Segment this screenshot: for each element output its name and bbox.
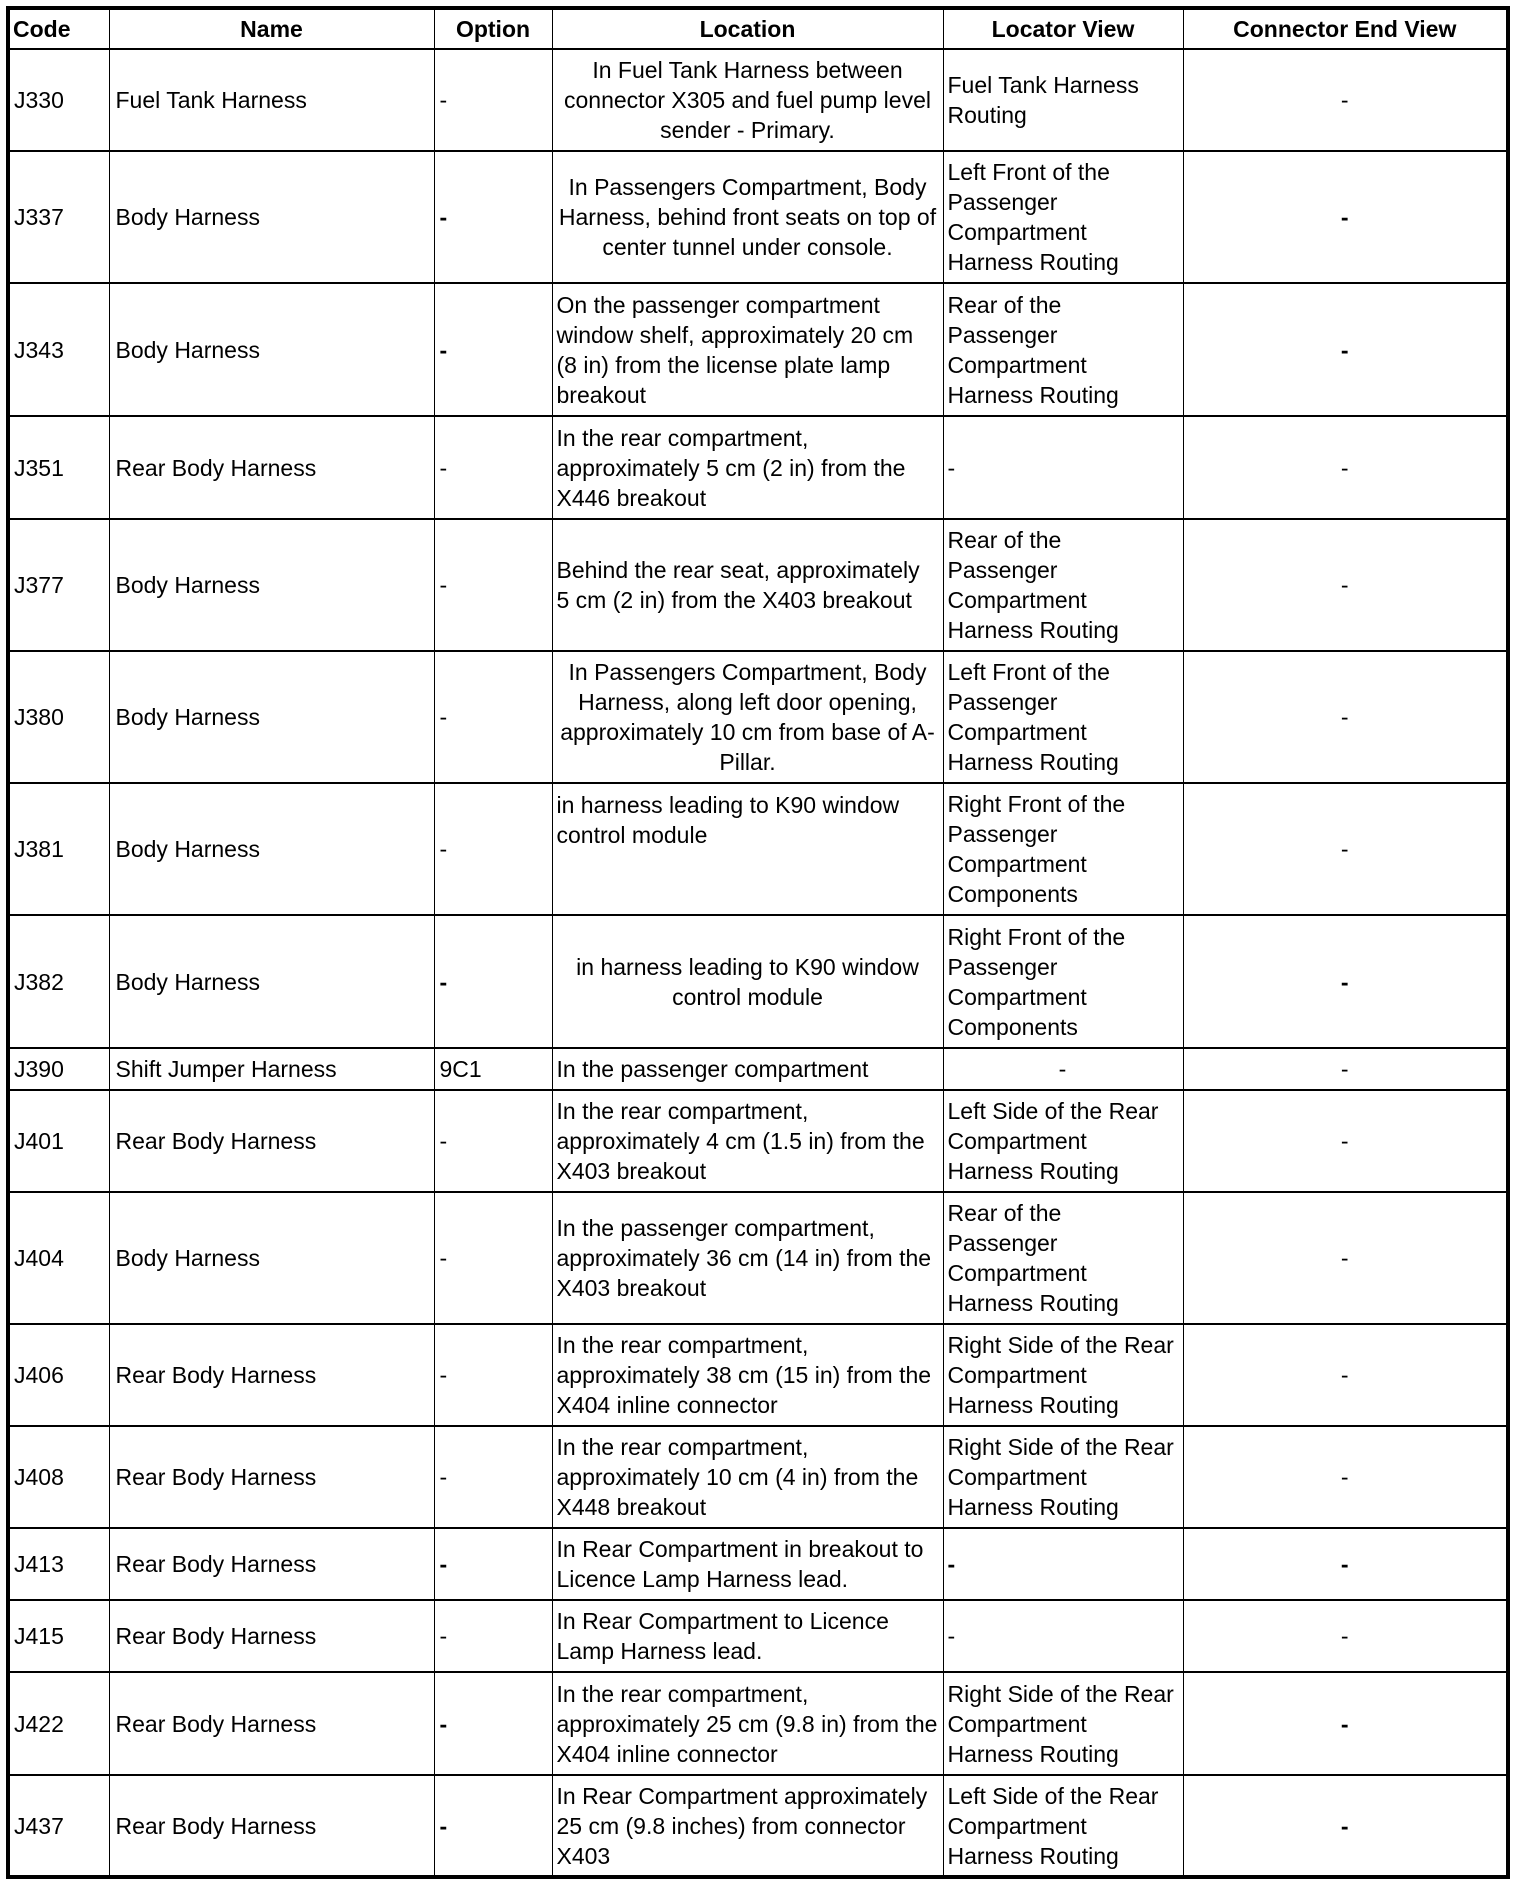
cell-location: In Fuel Tank Harness between connector X305 and fuel pump level sender - Primary. xyxy=(552,49,943,151)
cell-location: In the rear compartment, approximately 4 cm (1.5 in) from the X403 breakout xyxy=(552,1090,943,1192)
cell-connector-end-view: - xyxy=(1183,49,1508,151)
cell-name: Body Harness xyxy=(109,519,434,651)
cell-location: In Passengers Compartment, Body Harness, along left door opening, approximately 10 cm from base of A-Pillar. xyxy=(552,651,943,783)
cell-location: In Passengers Compartment, Body Harness, behind front seats on top of center tunnel under console. xyxy=(552,151,943,283)
table-row xyxy=(8,283,1508,416)
cell-code: J408 xyxy=(8,1426,109,1528)
cell-name: Rear Body Harness xyxy=(109,1672,434,1775)
cell-connector-end-view: - xyxy=(1183,1048,1508,1090)
cell-location: in harness leading to K90 window control module xyxy=(552,915,943,1048)
cell-locator-view: Left Side of the Rear Compartment Harness Routing xyxy=(943,1090,1183,1192)
cell-location: In the rear compartment, approximately 5 cm (2 in) from the X446 breakout xyxy=(552,416,943,519)
table-row xyxy=(8,1192,1508,1324)
cell-name: Fuel Tank Harness xyxy=(109,49,434,151)
table-row xyxy=(8,1324,1508,1426)
cell-locator-view: - xyxy=(943,416,1183,519)
cell-connector-end-view: - xyxy=(1183,519,1508,651)
cell-code: J401 xyxy=(8,1090,109,1192)
cell-code: J380 xyxy=(8,651,109,783)
cell-option: - xyxy=(434,151,552,283)
cell-name: Body Harness xyxy=(109,283,434,416)
cell-connector-end-view: - xyxy=(1183,1426,1508,1528)
cell-locator-view: - xyxy=(943,1528,1183,1600)
cell-connector-end-view: - xyxy=(1183,1192,1508,1324)
cell-code: J330 xyxy=(8,49,109,151)
cell-locator-view: Rear of the Passenger Compartment Harness Routing xyxy=(943,283,1183,416)
cell-code: J343 xyxy=(8,283,109,416)
cell-option: - xyxy=(434,1528,552,1600)
cell-connector-end-view: - xyxy=(1183,416,1508,519)
cell-code: J404 xyxy=(8,1192,109,1324)
cell-name: Rear Body Harness xyxy=(109,416,434,519)
table-row xyxy=(8,1672,1508,1775)
table-row xyxy=(8,49,1508,151)
cell-option: - xyxy=(434,1192,552,1324)
cell-locator-view: Right Side of the Rear Compartment Harness Routing xyxy=(943,1324,1183,1426)
table-row xyxy=(8,519,1508,651)
cell-connector-end-view: - xyxy=(1183,1528,1508,1600)
cell-option: - xyxy=(434,1672,552,1775)
cell-connector-end-view: - xyxy=(1183,1324,1508,1426)
cell-connector-end-view: - xyxy=(1183,651,1508,783)
cell-code: J406 xyxy=(8,1324,109,1426)
cell-name: Rear Body Harness xyxy=(109,1090,434,1192)
cell-name: Body Harness xyxy=(109,783,434,915)
cell-location: In the rear compartment, approximately 25 cm (9.8 in) from the X404 inline connector xyxy=(552,1672,943,1775)
cell-locator-view: Right Side of the Rear Compartment Harness Routing xyxy=(943,1672,1183,1775)
cell-option: - xyxy=(434,1426,552,1528)
table-row xyxy=(8,1528,1508,1600)
cell-connector-end-view: - xyxy=(1183,915,1508,1048)
cell-option: - xyxy=(434,1600,552,1672)
cell-connector-end-view: - xyxy=(1183,151,1508,283)
cell-name: Body Harness xyxy=(109,151,434,283)
cell-location: in harness leading to K90 window control module xyxy=(552,783,943,915)
cell-option: - xyxy=(434,49,552,151)
cell-name: Body Harness xyxy=(109,915,434,1048)
cell-locator-view: Right Front of the Passenger Compartment Components xyxy=(943,783,1183,915)
table-row xyxy=(8,1048,1508,1090)
cell-option: - xyxy=(434,519,552,651)
table-row xyxy=(8,1600,1508,1672)
cell-code: J413 xyxy=(8,1528,109,1600)
cell-location: In the passenger compartment xyxy=(552,1048,943,1090)
cell-code: J422 xyxy=(8,1672,109,1775)
cell-option: - xyxy=(434,1324,552,1426)
cell-name: Body Harness xyxy=(109,651,434,783)
cell-code: J337 xyxy=(8,151,109,283)
table-row xyxy=(8,1090,1508,1192)
cell-location: In the rear compartment, approximately 38 cm (15 in) from the X404 inline connector xyxy=(552,1324,943,1426)
cell-locator-view: Left Side of the Rear Compartment Harness Routing xyxy=(943,1775,1183,1877)
cell-name: Rear Body Harness xyxy=(109,1600,434,1672)
cell-location: In Rear Compartment in breakout to Licence Lamp Harness lead. xyxy=(552,1528,943,1600)
cell-name: Rear Body Harness xyxy=(109,1528,434,1600)
table-row xyxy=(8,151,1508,283)
cell-locator-view: Left Front of the Passenger Compartment Harness Routing xyxy=(943,651,1183,783)
cell-locator-view: - xyxy=(943,1600,1183,1672)
table-header-row xyxy=(8,8,1508,49)
cell-connector-end-view: - xyxy=(1183,283,1508,416)
header-locator-view: Locator View xyxy=(943,8,1183,49)
cell-code: J390 xyxy=(8,1048,109,1090)
cell-connector-end-view: - xyxy=(1183,1775,1508,1877)
cell-option: - xyxy=(434,1775,552,1877)
cell-option: - xyxy=(434,416,552,519)
cell-locator-view: Left Front of the Passenger Compartment Harness Routing xyxy=(943,151,1183,283)
cell-option: - xyxy=(434,283,552,416)
cell-code: J437 xyxy=(8,1775,109,1877)
cell-code: J377 xyxy=(8,519,109,651)
header-connector-end-view: Connector End View xyxy=(1183,8,1508,49)
table-row xyxy=(8,915,1508,1048)
table-row xyxy=(8,1426,1508,1528)
cell-locator-view: Right Side of the Rear Compartment Harness Routing xyxy=(943,1426,1183,1528)
table-row xyxy=(8,1775,1508,1877)
cell-connector-end-view: - xyxy=(1183,1600,1508,1672)
cell-code: J351 xyxy=(8,416,109,519)
cell-connector-end-view: - xyxy=(1183,783,1508,915)
cell-locator-view: Rear of the Passenger Compartment Harness Routing xyxy=(943,519,1183,651)
cell-option: - xyxy=(434,1090,552,1192)
cell-location: In the passenger compartment, approximately 36 cm (14 in) from the X403 breakout xyxy=(552,1192,943,1324)
cell-location: In the rear compartment, approximately 10 cm (4 in) from the X448 breakout xyxy=(552,1426,943,1528)
cell-name: Rear Body Harness xyxy=(109,1775,434,1877)
cell-location: On the passenger compartment window shelf, approximately 20 cm (8 in) from the license plate lamp breakout xyxy=(552,283,943,416)
cell-option: - xyxy=(434,783,552,915)
cell-location: Behind the rear seat, approximately 5 cm (2 in) from the X403 breakout xyxy=(552,519,943,651)
cell-option: - xyxy=(434,651,552,783)
cell-option: - xyxy=(434,915,552,1048)
header-name: Name xyxy=(109,8,434,49)
splice-locations-table xyxy=(6,6,1510,1879)
cell-locator-view: Fuel Tank Harness Routing xyxy=(943,49,1183,151)
cell-name: Body Harness xyxy=(109,1192,434,1324)
cell-name: Shift Jumper Harness xyxy=(109,1048,434,1090)
cell-connector-end-view: - xyxy=(1183,1672,1508,1775)
table-row xyxy=(8,416,1508,519)
cell-locator-view: Right Front of the Passenger Compartment Components xyxy=(943,915,1183,1048)
cell-locator-view: - xyxy=(943,1048,1183,1090)
cell-locator-view: Rear of the Passenger Compartment Harness Routing xyxy=(943,1192,1183,1324)
header-code: Code xyxy=(8,8,109,49)
table-row xyxy=(8,651,1508,783)
cell-location: In Rear Compartment to Licence Lamp Harness lead. xyxy=(552,1600,943,1672)
cell-connector-end-view: - xyxy=(1183,1090,1508,1192)
cell-option: 9C1 xyxy=(434,1048,552,1090)
header-location: Location xyxy=(552,8,943,49)
cell-location: In Rear Compartment approximately 25 cm (9.8 inches) from connector X403 xyxy=(552,1775,943,1877)
cell-code: J381 xyxy=(8,783,109,915)
cell-code: J382 xyxy=(8,915,109,1048)
cell-code: J415 xyxy=(8,1600,109,1672)
table-row xyxy=(8,783,1508,915)
header-option: Option xyxy=(434,8,552,49)
cell-name: Rear Body Harness xyxy=(109,1324,434,1426)
cell-name: Rear Body Harness xyxy=(109,1426,434,1528)
